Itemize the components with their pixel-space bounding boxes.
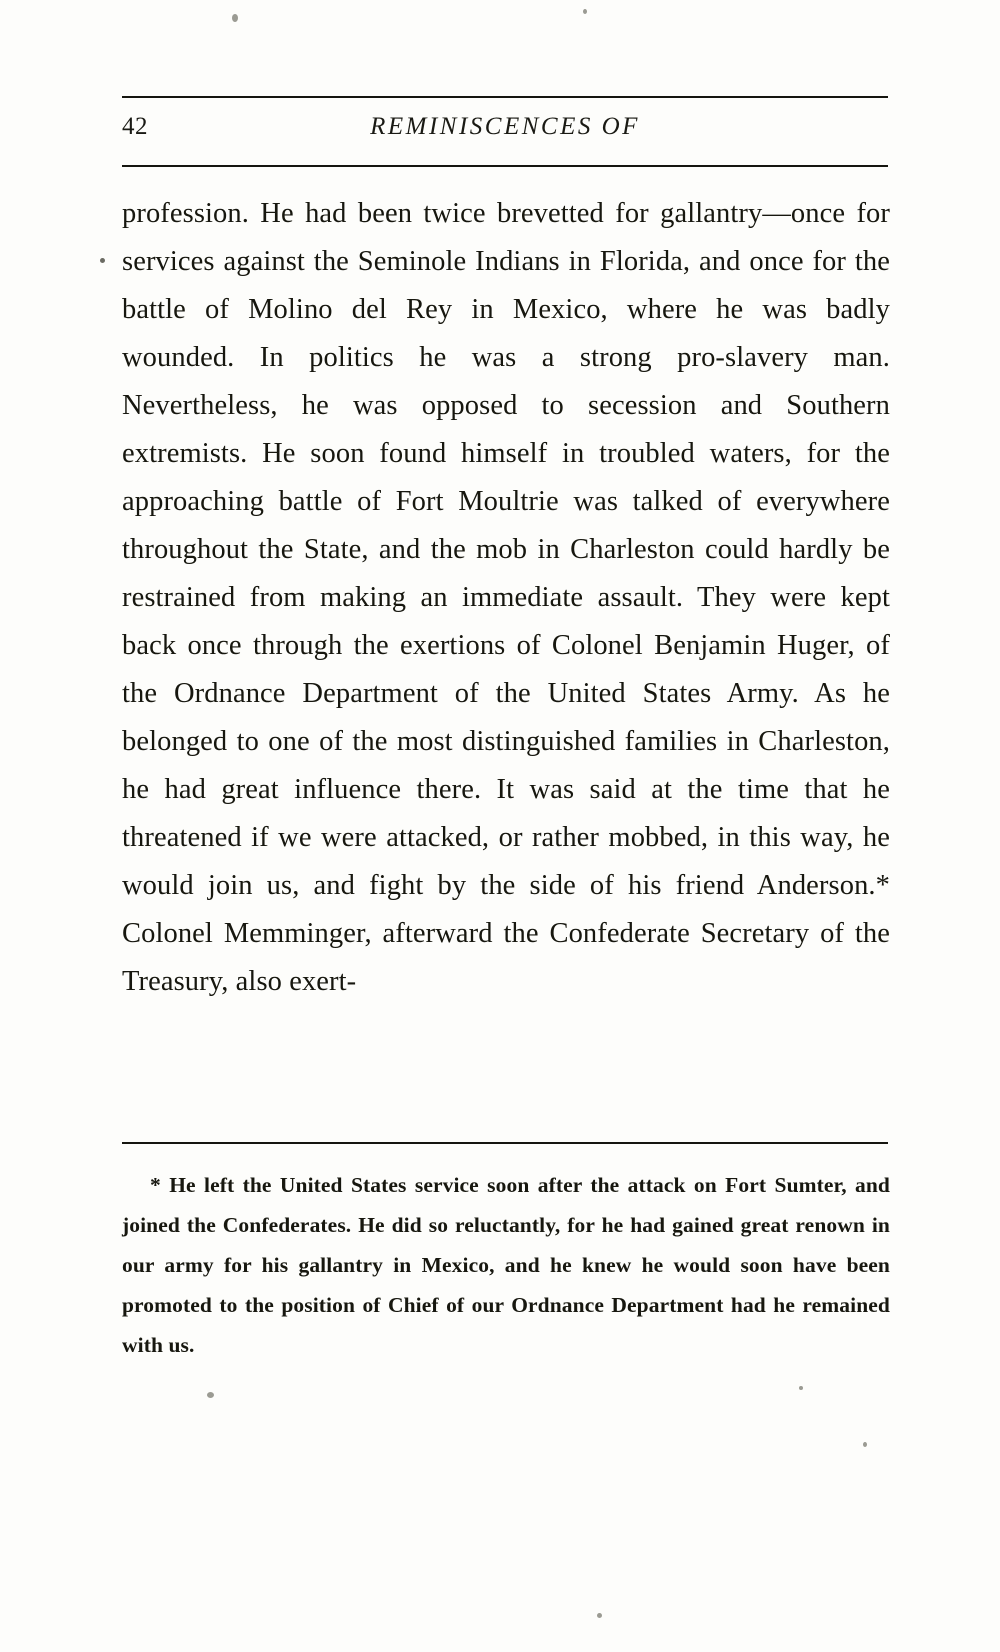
body-text-block — [122, 190, 890, 1006]
margin-speck — [100, 258, 105, 263]
footnote-separator-rule — [122, 1142, 888, 1144]
footnote-block — [122, 1165, 890, 1365]
running-head-title: REMINISCENCES OF — [370, 113, 640, 140]
page-speck-5 — [863, 1442, 867, 1447]
page-speck-4 — [799, 1386, 803, 1390]
page-speck-3 — [207, 1392, 214, 1398]
page-speck-2 — [583, 9, 587, 14]
page-speck-1 — [232, 14, 238, 22]
page-speck-6 — [597, 1613, 602, 1618]
body-paragraph: profession. He had been twice brevetted for gallantry—once for services against the Seminole Indians in Florida, and once for the battle of Molino del Rey in Mexico, where he was badly wounded. In politics he was a strong pro-slavery man. Nevertheless, he was opposed to secession and Southern extremists. He soon found himself in troubled waters, for the approaching battle of Fort Moultrie was talked of everywhere throughout the State, and the mob in Charleston could hardly be restrained from making an immediate assault. They were kept back once through the exertions of Colonel Benjamin Huger, of the Ordnance Department of the United States Army. As he belonged to one of the most distinguished families in Charleston, he had great influence there. It was said at the time that he threatened if we were attacked, or rather mobbed, in this way, he would join us, and fight by the side of his friend Anderson.* Colonel Memminger, afterward the Confederate Secretary of the Treasury, also exert- — [122, 198, 890, 997]
footnote-paragraph — [122, 1165, 890, 1365]
page-number: 42 — [122, 113, 148, 140]
footnote-text: * He left the United States service soon after the attack on Fort Sumter, and joined the Confederates. He did so reluctantly, for he had gained great renown in our army for his gallantry in Mexico, and he knew he would soon have been promoted to the position of Chief of our Ordnance Department had he remained with us. — [122, 1173, 890, 1357]
header-rule-top — [122, 96, 888, 98]
header-rule-bottom — [122, 165, 888, 167]
